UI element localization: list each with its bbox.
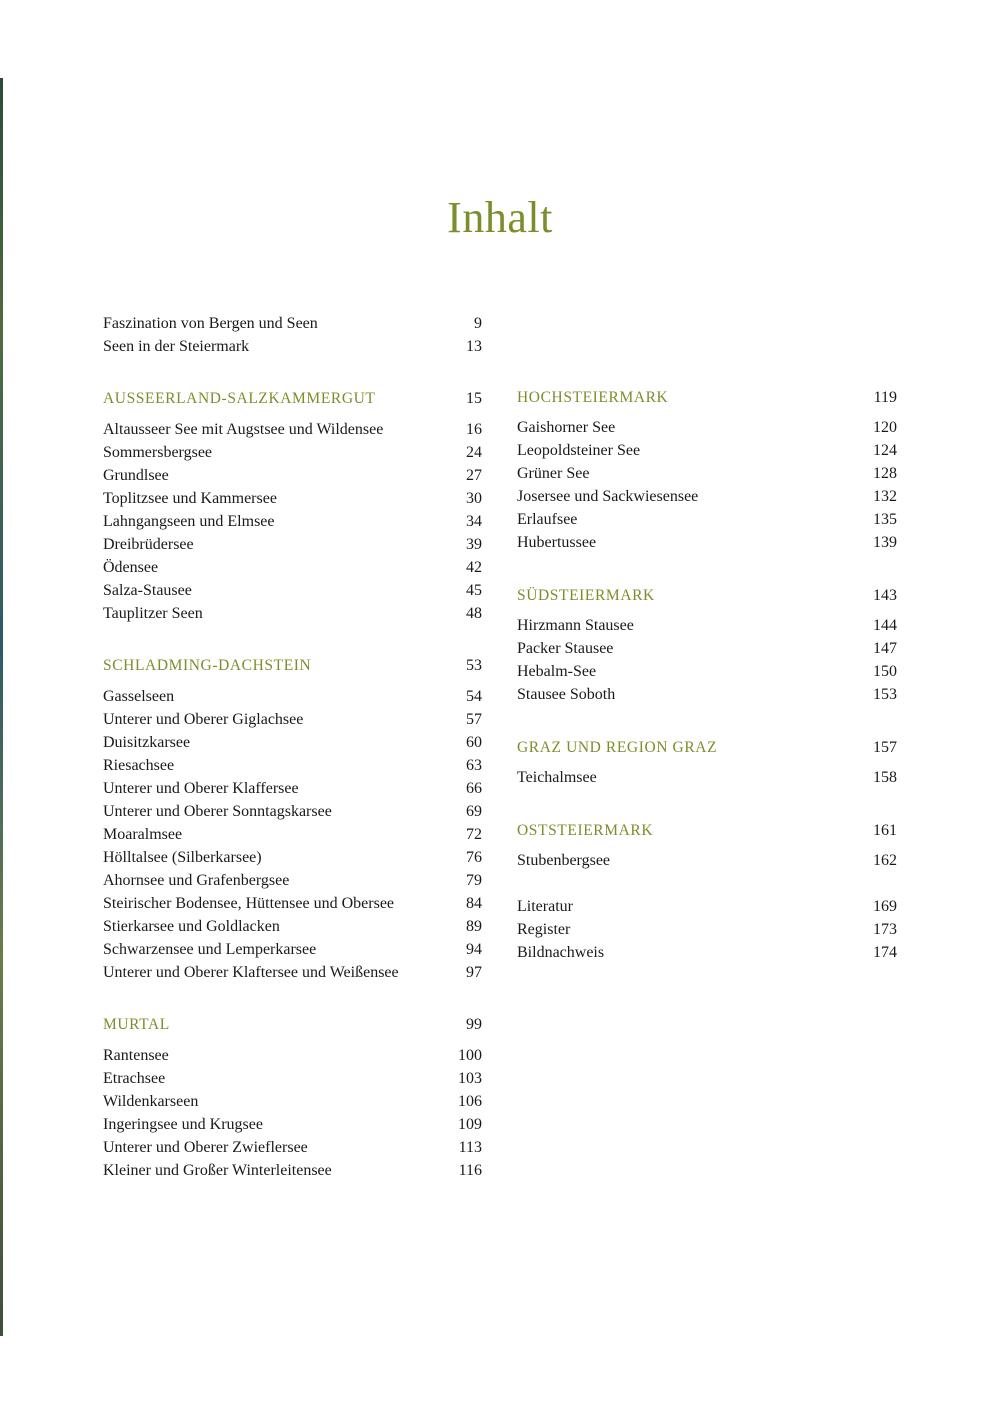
toc-entry-page: 139 — [873, 534, 897, 551]
photo-edge-strip — [0, 78, 3, 1336]
toc-entry-label: Riesachsee — [103, 757, 175, 774]
toc-section-heading[interactable] — [517, 819, 897, 842]
toc-section-heading[interactable] — [103, 1013, 482, 1036]
toc-entry[interactable] — [103, 731, 482, 754]
toc-entry[interactable] — [103, 510, 482, 533]
toc-entry[interactable] — [103, 602, 482, 625]
toc-right-column — [517, 0, 897, 1415]
toc-left-column — [103, 0, 482, 1415]
toc-entry[interactable] — [103, 1090, 482, 1113]
toc-entry-page: 66 — [466, 780, 482, 797]
toc-entry[interactable] — [103, 800, 482, 823]
toc-entry[interactable] — [103, 869, 482, 892]
toc-entry-page: 72 — [466, 826, 482, 843]
toc-entry-page: 100 — [458, 1047, 482, 1064]
toc-section-heading[interactable] — [103, 387, 482, 410]
toc-entry-label: Etrachsee — [103, 1070, 166, 1087]
toc-entry-label: Dreibrüdersee — [103, 536, 194, 553]
toc-entry[interactable] — [517, 660, 897, 683]
toc-entry-page: 173 — [873, 921, 897, 938]
toc-entry-page: 42 — [466, 559, 482, 576]
toc-entry-page: 144 — [873, 617, 897, 634]
toc-entry-label: Teichalmsee — [517, 769, 597, 786]
toc-entry-label: Leopoldsteiner See — [517, 442, 641, 459]
toc-entry-label: Josersee und Sackwiesensee — [517, 488, 699, 505]
toc-entry-label: Gaishorner See — [517, 419, 616, 436]
section-page: 15 — [466, 390, 482, 407]
toc-entry-page: 63 — [466, 757, 482, 774]
toc-entry[interactable] — [517, 531, 897, 554]
toc-section-heading[interactable] — [517, 736, 897, 759]
section-page: 161 — [873, 822, 897, 839]
toc-entry-label: Duisitzkarsee — [103, 734, 191, 751]
toc-entry-label: Altausseer See mit Augstsee und Wildensee — [103, 421, 384, 438]
section-page: 119 — [873, 389, 897, 406]
toc-entry-label: Seen in der Steiermark — [103, 338, 250, 355]
toc-entry[interactable] — [103, 823, 482, 846]
toc-entry-page: 153 — [873, 686, 897, 703]
toc-entry[interactable] — [517, 439, 897, 462]
toc-entry-label: Unterer und Oberer Zwieflersee — [103, 1139, 308, 1156]
toc-entry-label: Steirischer Bodensee, Hüttensee und Obersee — [103, 895, 395, 912]
toc-section-heading[interactable] — [103, 654, 482, 677]
toc-entry-label: Literatur — [517, 898, 573, 915]
toc-entry-page: 132 — [873, 488, 897, 505]
toc-entry[interactable] — [103, 533, 482, 556]
toc-entry-page: 76 — [466, 849, 482, 866]
toc-entry[interactable] — [103, 418, 482, 441]
toc-entry-label: Tauplitzer Seen — [103, 605, 203, 622]
section-title: AUSSEERLAND-SALZKAMMERGUT — [103, 390, 376, 407]
toc-entry-label: Hirzmann Stausee — [517, 617, 634, 634]
toc-entry-label: Kleiner und Großer Winterleitensee — [103, 1162, 332, 1179]
toc-entry-page: 169 — [873, 898, 897, 915]
toc-entry[interactable] — [103, 685, 482, 708]
toc-entry-label: Stubenbergsee — [517, 852, 611, 869]
toc-entry-label: Packer Stausee — [517, 640, 614, 657]
toc-entry-label: Moaralmsee — [103, 826, 183, 843]
toc-entry-page: 113 — [458, 1139, 482, 1156]
toc-entry-label: Hölltalsee (Silberkarsee) — [103, 849, 262, 866]
toc-entry-page: 13 — [466, 338, 482, 355]
toc-entry[interactable] — [517, 918, 897, 941]
toc-entry[interactable] — [103, 1113, 482, 1136]
toc-entry-page: 45 — [466, 582, 482, 599]
toc-entry[interactable] — [103, 1136, 482, 1159]
toc-entry[interactable] — [517, 485, 897, 508]
toc-entry-label: Rantensee — [103, 1047, 169, 1064]
toc-entry[interactable] — [517, 683, 897, 706]
toc-entry-page: 147 — [873, 640, 897, 657]
toc-entry[interactable] — [517, 614, 897, 637]
toc-entry-page: 103 — [458, 1070, 482, 1087]
toc-entry-label: Unterer und Oberer Giglachsee — [103, 711, 304, 728]
toc-entry-page: 116 — [458, 1162, 482, 1179]
toc-entry-page: 27 — [466, 467, 482, 484]
toc-entry-label: Ingeringsee und Krugsee — [103, 1116, 263, 1133]
page-title: Inhalt — [447, 193, 553, 242]
toc-entry-page: 120 — [873, 419, 897, 436]
toc-entry-page: 150 — [873, 663, 897, 680]
toc-entry[interactable] — [103, 938, 482, 961]
toc-entry[interactable] — [517, 941, 897, 964]
toc-entry[interactable] — [103, 464, 482, 487]
toc-entry-page: 16 — [466, 421, 482, 438]
toc-entry-label: Unterer und Oberer Sonntagskarsee — [103, 803, 332, 820]
toc-entry-label: Grundlsee — [103, 467, 169, 484]
toc-entry[interactable] — [103, 777, 482, 800]
toc-entry-label: Sommersbergsee — [103, 444, 213, 461]
section-page: 143 — [873, 587, 897, 604]
toc-entry-page: 54 — [466, 688, 482, 705]
section-page: 157 — [873, 739, 897, 756]
toc-entry-label: Hebalm-See — [517, 663, 597, 680]
toc-entry[interactable] — [103, 915, 482, 938]
toc-entry[interactable] — [103, 1159, 482, 1182]
toc-entry-page: 89 — [466, 918, 482, 935]
toc-entry-page: 34 — [466, 513, 482, 530]
section-title: OSTSTEIERMARK — [517, 822, 654, 839]
toc-entry[interactable] — [103, 846, 482, 869]
toc-entry-page: 9 — [474, 315, 482, 332]
toc-entry-label: Stausee Soboth — [517, 686, 616, 703]
toc-entry-page: 174 — [873, 944, 897, 961]
toc-entry-label: Gasselseen — [103, 688, 175, 705]
toc-entry-page: 97 — [466, 964, 482, 981]
toc-entry[interactable] — [103, 1067, 482, 1090]
toc-section-heading[interactable] — [517, 584, 897, 607]
toc-entry-label: Register — [517, 921, 571, 938]
toc-section-heading[interactable] — [517, 386, 897, 409]
toc-entry-label: Hubertussee — [517, 534, 597, 551]
toc-entry[interactable] — [103, 754, 482, 777]
toc-entry[interactable] — [517, 849, 897, 872]
toc-entry[interactable] — [517, 416, 897, 439]
toc-entry[interactable] — [103, 708, 482, 731]
toc-entry-label: Unterer und Oberer Klaffersee — [103, 780, 299, 797]
toc-entry-page: 30 — [466, 490, 482, 507]
toc-entry[interactable] — [103, 892, 482, 915]
toc-entry-page: 79 — [466, 872, 482, 889]
toc-entry-page: 60 — [466, 734, 482, 751]
toc-entry-page: 48 — [466, 605, 482, 622]
toc-entry[interactable] — [103, 441, 482, 464]
toc-entry[interactable] — [103, 1044, 482, 1067]
toc-entry-page: 69 — [466, 803, 482, 820]
toc-entry-label: Bildnachweis — [517, 944, 605, 961]
toc-entry-label: Schwarzensee und Lemperkarsee — [103, 941, 317, 958]
toc-entry-page: 162 — [873, 852, 897, 869]
toc-entry[interactable] — [103, 335, 482, 358]
toc-entry-label: Unterer und Oberer Klaftersee und Weißensee — [103, 964, 399, 981]
toc-entry-label: Ödensee — [103, 559, 159, 576]
toc-entry-label: Toplitzsee und Kammersee — [103, 490, 277, 507]
section-title: HOCHSTEIERMARK — [517, 389, 669, 406]
toc-entry-page: 24 — [466, 444, 482, 461]
section-title: MURTAL — [103, 1016, 170, 1033]
toc-entry-label: Erlaufsee — [517, 511, 578, 528]
toc-entry-page: 84 — [466, 895, 482, 912]
toc-entry-label: Grüner See — [517, 465, 590, 482]
toc-entry[interactable] — [103, 556, 482, 579]
toc-entry-page: 57 — [466, 711, 482, 728]
toc-entry-label: Wildenkarseen — [103, 1093, 199, 1110]
toc-entry-page: 39 — [466, 536, 482, 553]
toc-entry[interactable] — [517, 766, 897, 789]
toc-entry-label: Faszination von Bergen und Seen — [103, 315, 318, 332]
toc-entry[interactable] — [103, 312, 482, 335]
section-title: SCHLADMING-DACHSTEIN — [103, 657, 312, 674]
toc-entry-page: 124 — [873, 442, 897, 459]
toc-entry[interactable] — [517, 462, 897, 485]
toc-entry-label: Salza-Stausee — [103, 582, 192, 599]
section-title: GRAZ UND REGION GRAZ — [517, 739, 718, 756]
toc-entry[interactable] — [517, 637, 897, 660]
section-title: SÜDSTEIERMARK — [517, 587, 655, 604]
section-page: 99 — [466, 1016, 482, 1033]
toc-entry-page: 158 — [873, 769, 897, 786]
toc-entry[interactable] — [103, 487, 482, 510]
toc-entry-page: 135 — [873, 511, 897, 528]
toc-entry-label: Stierkarsee und Goldlacken — [103, 918, 280, 935]
toc-entry[interactable] — [103, 961, 482, 984]
toc-entry[interactable] — [517, 508, 897, 531]
toc-entry[interactable] — [103, 579, 482, 602]
section-page: 53 — [466, 657, 482, 674]
toc-entry-page: 128 — [873, 465, 897, 482]
toc-entry-page: 94 — [466, 941, 482, 958]
toc-entry-label: Lahngangseen und Elmsee — [103, 513, 275, 530]
toc-entry[interactable] — [517, 895, 897, 918]
toc-entry-page: 106 — [458, 1093, 482, 1110]
toc-entry-page: 109 — [458, 1116, 482, 1133]
toc-entry-label: Ahornsee und Grafenbergsee — [103, 872, 290, 889]
